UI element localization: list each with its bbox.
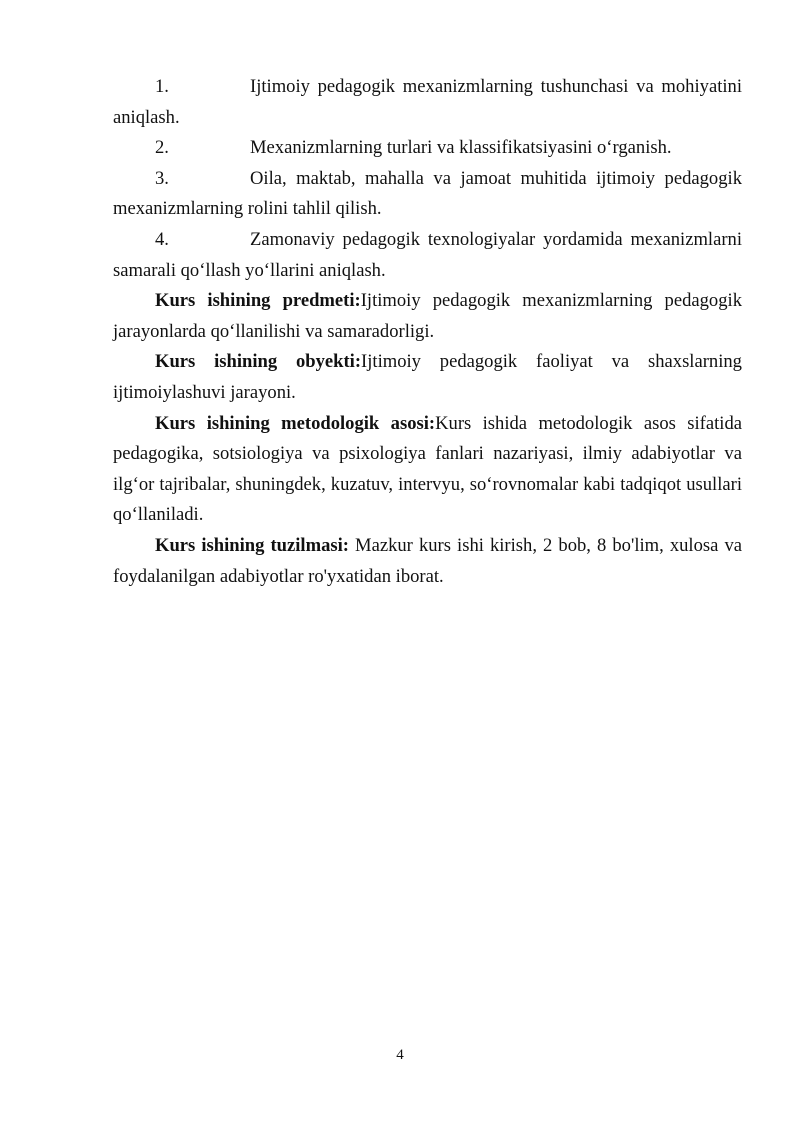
section-label: Kurs ishining predmeti: (155, 290, 361, 312)
section-paragraph (113, 531, 742, 592)
list-item-number: 1. (155, 76, 169, 97)
section-paragraph (113, 409, 742, 531)
list-item-text: Oila, maktab, mahalla va jamoat muhitida ijtimoiy pedagogik mexanizmlarning rolini tahlil qilish. (113, 167, 742, 220)
list-item (113, 164, 742, 225)
list-item-text: Zamonaviy pedagogik texnologiyalar yordamida mexanizmlarni samarali qo‘llash yo‘llarini aniqlash. (113, 228, 742, 281)
section-label: Kurs ishining obyekti: (155, 351, 362, 373)
section-text: Ijtimoiy pedagogik mexanizmlarning pedagogik jarayonlarda qo‘llanilishi va samaradorligi. (113, 290, 742, 342)
section-paragraph (113, 286, 742, 347)
section-paragraph (113, 347, 742, 408)
list-item (113, 225, 742, 286)
section-label: Kurs ishining metodologik asosi: (155, 412, 436, 434)
section-label: Kurs ishining tuzilmasi: (155, 534, 349, 556)
list-item-text: Ijtimoiy pedagogik mexanizmlarning tushunchasi va mohiyatini aniqlash. (113, 76, 742, 128)
list-item-text: Mexanizmlarning turlari va klassifikatsiyasini o‘rganish. (250, 137, 672, 159)
section-text: Ijtimoiy pedagogik faoliyat va shaxslarning ijtimoiylashuvi jarayoni. (113, 351, 742, 403)
page-number: 4 (396, 1047, 404, 1063)
list-item-number: 4. (155, 228, 169, 250)
list-item-number: 3. (155, 167, 169, 189)
list-item (113, 72, 742, 133)
list-item (113, 133, 742, 164)
list-item-number: 2. (155, 137, 169, 159)
section-text: Kurs ishida metodologik asos sifatida pedagogika, sotsiologiya va psixologiya fanlari nazariyasi, ilmiy adabiyotlar va ilg‘or tajribalar, shuningdek, kuzatuv, intervyu, so‘rovnomalar kabi tadqiqot usullari qo‘llaniladi. (113, 412, 742, 526)
page-content (113, 72, 742, 592)
section-text: Mazkur kurs ishi kirish, 2 bob, 8 bo'lim, xulosa va foydalanilgan adabiyotlar ro'yxatidan iborat. (113, 534, 743, 587)
